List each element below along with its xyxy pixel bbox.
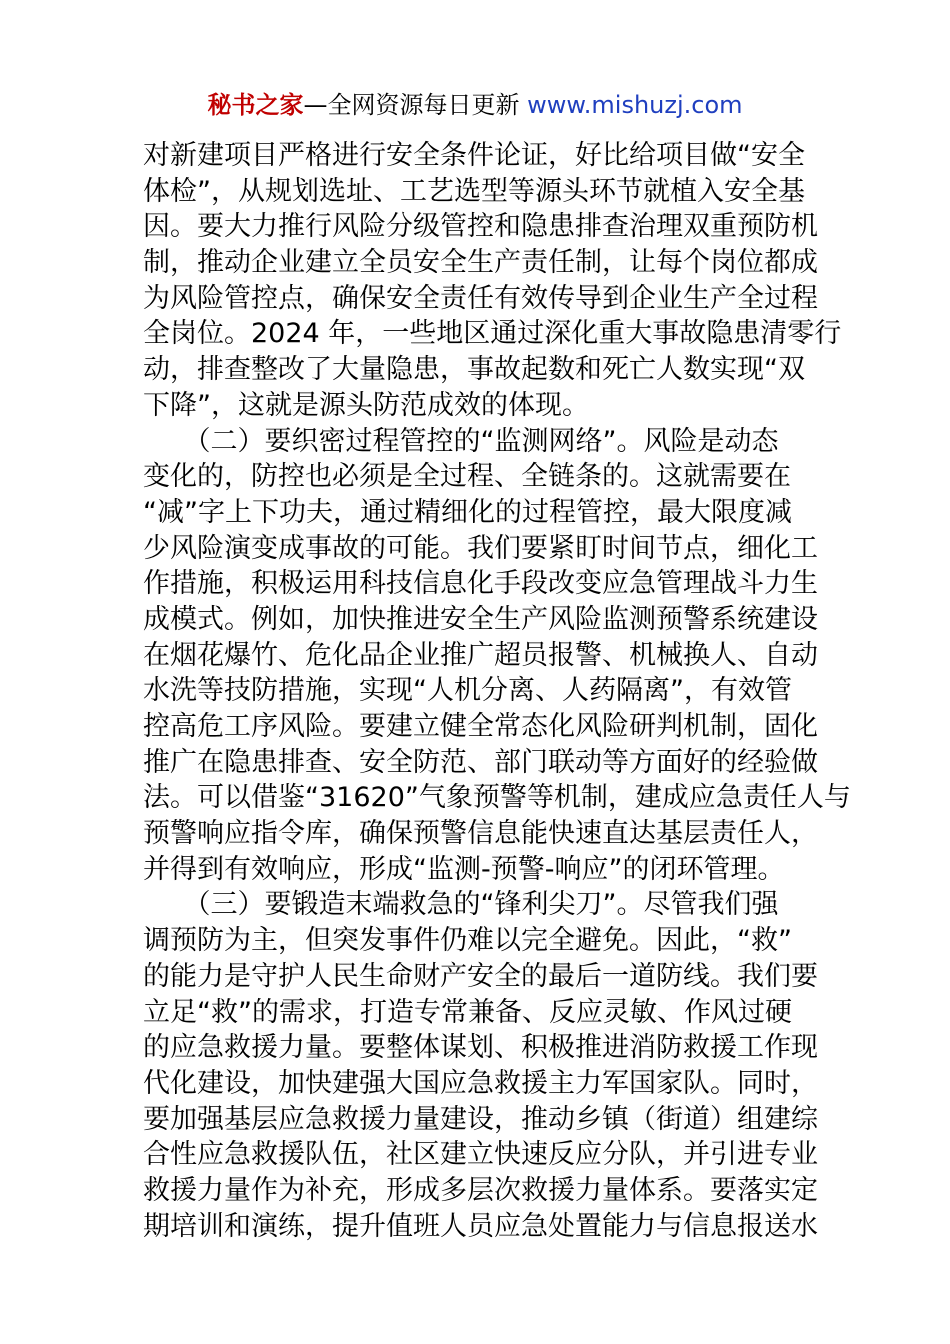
text-line: 调预防为主，但突发事件仍难以完全避免。因此，“救” [143,925,792,957]
text-line: 预警响应指令库，确保预警信息能快速直达基层责任人， [143,818,818,850]
text-line: 的应急救援力量。要整体谋划、积极推进消防救援工作现 [143,1032,818,1064]
text-line: 代化建设，加快建强大国应急救援主力军国家队。同时， [143,1067,818,1099]
text-line: “减”字上下功夫，通过精细化的过程管控，最大限度减 [143,496,792,528]
text-line: 立足“救”的需求，打造专常兼备、反应灵敏、作风过硬 [143,996,792,1028]
document-body [143,138,851,1244]
text-line: 作措施，积极运用科技信息化手段改变应急管理战斗力生 [143,568,818,600]
text-line: 法。可以借鉴“31620”气象预警等机制，建成应急责任人与 [143,782,851,814]
text-line: 期培训和演练，提升值班人员应急处置能力与信息报送水 [143,1210,818,1242]
text-line: 制，推动企业建立全员安全生产责任制，让每个岗位都成 [143,247,818,279]
text-line: 救援力量作为补充，形成多层次救援力量体系。要落实定 [143,1174,818,1206]
site-url[interactable]: www.mishuzj.com [527,91,743,119]
text-line: 并得到有效响应，形成“监测-预警-响应”的闭环管理。 [143,853,785,885]
text-line: 变化的，防控也必须是全过程、全链条的。这就需要在 [143,461,791,493]
text-line: 因。要大力推行风险分级管控和隐患排查治理双重预防机 [143,211,818,243]
site-brand: 秘书之家 [207,91,304,119]
text-line: 动，排查整改了大量隐患，事故起数和死亡人数实现“双 [143,354,805,386]
text-line: 下降”，这就是源头防范成效的体现。 [143,389,589,421]
text-line: 体检”，从规划选址、工艺选型等源头环节就植入安全基 [143,175,805,207]
text-line: 要加强基层应急救援力量建设，推动乡镇（街道）组建综 [143,1103,818,1135]
text-line: 推广在隐患排查、安全防范、部门联动等方面好的经验做 [143,746,818,778]
text-line: 的能力是守护人民生命财产安全的最后一道防线。我们要 [143,960,818,992]
text-line: 对新建项目严格进行安全条件论证，好比给项目做“安全 [143,140,805,171]
text-line: 成模式。例如，加快推进安全生产风险监测预警系统建设 [143,603,818,635]
text-line: （二）要织密过程管控的“监测网络”。风险是动态 [143,425,779,457]
text-line: 少风险演变成事故的可能。我们要紧盯时间节点，细化工 [143,532,818,564]
text-line: 为风险管控点，确保安全责任有效传导到企业生产全过程 [143,282,818,314]
text-line: 合性应急救援队伍，社区建立快速反应分队，并引进专业 [143,1139,818,1171]
text-line: 全岗位。2024 年，一些地区通过深化重大事故隐患清零行 [143,318,842,350]
text-line: 控高危工序风险。要建立健全常态化风险研判机制，固化 [143,711,818,742]
text-line: （三）要锻造末端救急的“锋利尖刀”。尽管我们强 [143,889,779,921]
text-line: 在烟花爆竹、危化品企业推广超员报警、机械换人、自动 [143,639,818,671]
site-tagline: —全网资源每日更新 [303,91,520,119]
text-line: 水洗等技防措施，实现“人机分离、人药隔离”，有效管 [143,675,792,707]
page-header [0,88,950,122]
